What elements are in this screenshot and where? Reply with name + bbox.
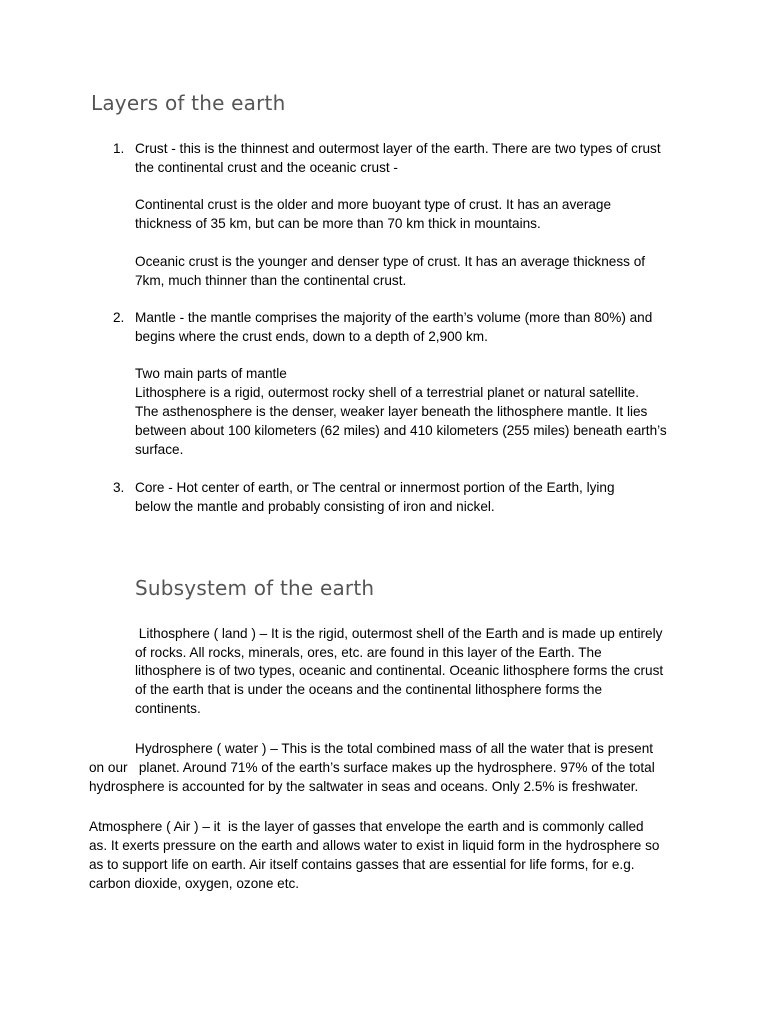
atmosphere-line-1: Atmosphere ( Air ) – it is the layer of gasses that envelope the earth and is commonly called (89, 819, 644, 834)
continental-crust-line-1: Continental crust is the older and more buoyant type of crust. It has an average (135, 197, 612, 212)
mantle-line-2: begins where the crust ends, down to a depth of 2,900 km. (135, 329, 488, 344)
atmosphere-line-2: as. It exerts pressure on the earth and allows water to exist in liquid form in the hydrosphere so (89, 838, 660, 853)
lithosphere-line-5: continents. (135, 701, 201, 716)
atmosphere-line-4: carbon dioxide, oxygen, ozone etc. (89, 876, 300, 891)
mantle-line-7: surface. (135, 442, 184, 457)
lithosphere-line-2: of rocks. All rocks, minerals, ores, etc. are found in this layer of the Earth. The (135, 645, 602, 660)
mantle-line-5: The asthenosphere is the denser, weaker layer beneath the lithosphere mantle. It lies (135, 404, 648, 419)
heading-subsystem-of-the-earth: Subsystem of the earth (135, 576, 375, 600)
oceanic-crust-line-2: 7km, much thinner than the continental crust. (135, 273, 407, 288)
heading-layers-of-the-earth: Layers of the earth (91, 91, 286, 115)
mantle-line-6: between about 100 kilometers (62 miles) and 410 kilometers (255 miles) beneath earth’s (135, 423, 667, 438)
hydrosphere-line-1: Hydrosphere ( water ) – This is the total combined mass of all the water that is present (135, 741, 654, 756)
hydrosphere-line-3: hydrosphere is accounted for by the saltwater in seas and oceans. Only 2.5% is freshwater. (89, 779, 639, 794)
hydrosphere-line-2: on our planet. Around 71% of the earth’s surface makes up the hydrosphere. 97% of the total (89, 760, 655, 775)
crust-line-2: the continental crust and the oceanic crust - (135, 160, 398, 175)
atmosphere-line-3: as to support life on earth. Air itself contains gasses that are essential for life forms, for e.g. (89, 857, 635, 872)
lithosphere-line-4: of the earth that is under the oceans and the continental lithosphere forms the (135, 682, 603, 697)
mantle-line-4: Lithosphere is a rigid, outermost rocky shell of a terrestrial planet or natural satellite. (135, 385, 639, 400)
lithosphere-line-3: lithosphere is of two types, oceanic and continental. Oceanic lithosphere forms the crust (135, 663, 664, 678)
mantle-line-1: Mantle - the mantle comprises the majority of the earth’s volume (more than 80%) and (135, 310, 653, 325)
crust-line-1: Crust - this is the thinnest and outermost layer of the earth. There are two types of crust (135, 141, 661, 156)
oceanic-crust-line-1: Oceanic crust is the younger and denser type of crust. It has an average thickness of (135, 254, 646, 269)
core-line-1: Core - Hot center of earth, or The central or innermost portion of the Earth, lying (135, 480, 615, 495)
lithosphere-line-1: Lithosphere ( land ) – It is the rigid, outermost shell of the Earth and is made up entirely (135, 626, 663, 641)
continental-crust-line-2: thickness of 35 km, but can be more than 70 km thick in mountains. (135, 216, 541, 231)
list-marker-1: 1. (113, 141, 125, 156)
list-marker-3: 3. (113, 480, 125, 495)
core-line-2: below the mantle and probably consisting of iron and nickel. (135, 499, 495, 514)
mantle-parts-title: Two main parts of mantle (135, 366, 287, 381)
list-marker-2: 2. (113, 310, 125, 325)
